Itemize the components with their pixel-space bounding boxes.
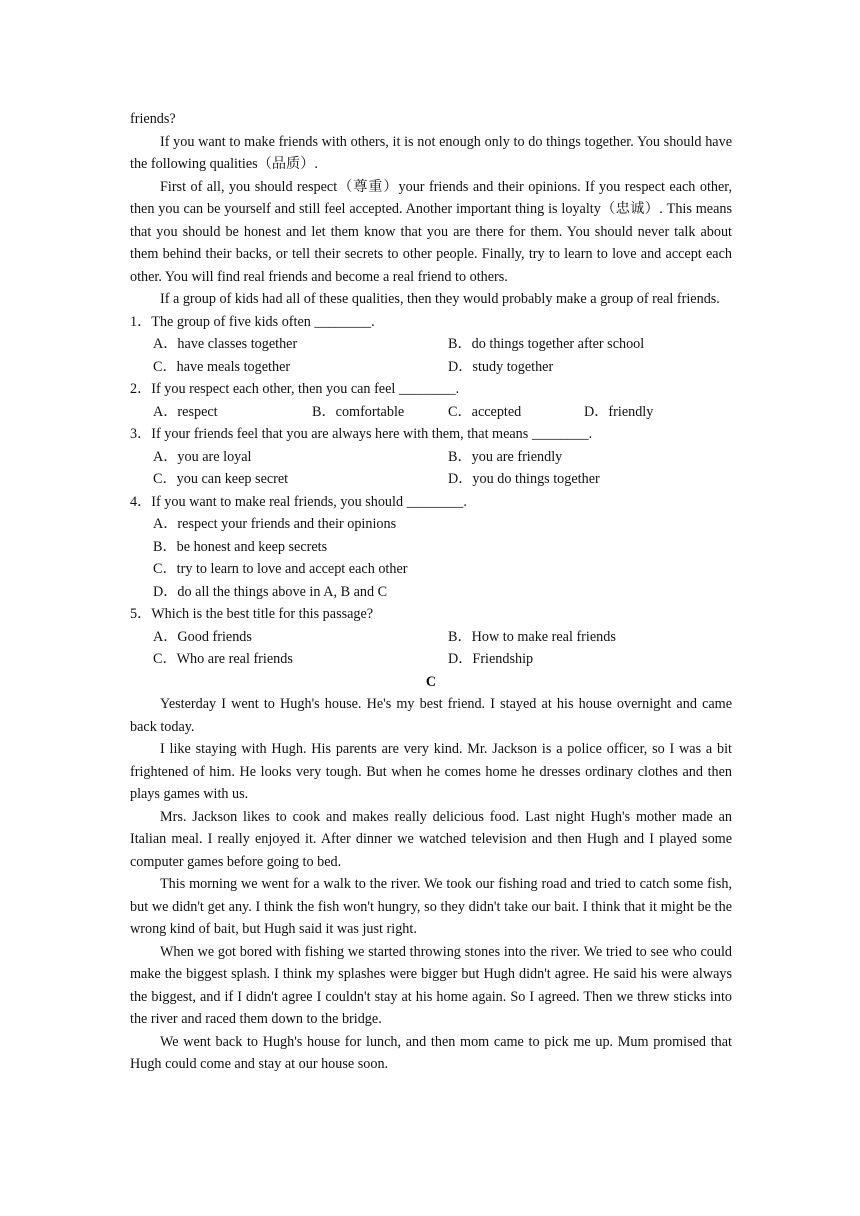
option: A．Good friends [153, 628, 252, 645]
option: B．you are friendly [448, 448, 563, 465]
passage-b-paragraph: If a group of kids had all of these qualities, then they would probably make a group of real friends. [160, 291, 720, 307]
passage-c-paragraph: We went back to Hugh's house for lunch, and then mom came to pick me up. Mum promised that Hugh could come and stay at our house soon. [130, 1033, 732, 1072]
passage-b-paragraph: If you want to make friends with others, it is not enough only to do things together. You should have the following qualities（品质）. [130, 133, 732, 172]
document-content [130, 108, 732, 1076]
option: D．study together [448, 358, 554, 375]
option: B．do things together after school [448, 336, 645, 352]
option: A．respect your friends and their opinions [153, 516, 397, 532]
option: C．you can keep secret [153, 471, 289, 487]
option-row [130, 626, 732, 649]
option-row [130, 333, 732, 356]
option-row [130, 356, 732, 379]
passage-c-heading: C [425, 673, 437, 690]
option-row [130, 446, 732, 469]
passage-c-paragraph: I like staying with Hugh. His parents are very kind. Mr. Jackson is a police officer, so I was a bit frightened of him. He looks very tough. But when he comes home he dresses ordinary clothes and then plays games with us. [130, 741, 732, 802]
option: C．Who are real friends [153, 651, 293, 667]
passage-c-paragraph: Yesterday I went to Hugh's house. He's my best friend. I stayed at his house overnight and came back today. [130, 696, 732, 735]
option: D．you do things together [448, 471, 600, 487]
question-stem: 4．If you want to make real friends, you should ________. [130, 493, 467, 510]
passage-c-paragraph: When we got bored with fishing we started throwing stones into the river. We tried to see who could make the biggest splash. I think my splashes were bigger but Hugh didn't agree. He said his were always the biggest, and if I didn't agree I couldn't stay at his home again. So I agreed. Then we threw sticks into the river and raced them down to the bridge. [130, 943, 732, 1027]
option: A．respect [153, 403, 218, 420]
option-row [130, 401, 732, 424]
option: C．have meals together [153, 358, 291, 375]
option-row [130, 468, 732, 491]
option: B．be honest and keep secrets [153, 538, 328, 555]
option: C．try to learn to love and accept each other [153, 561, 408, 577]
option: D．friendly [584, 403, 654, 420]
option: A．have classes together [153, 336, 298, 352]
option: C．accepted [448, 403, 522, 420]
passage-b-paragraph: First of all, you should respect（尊重）your friends and their opinions. If you respect each other, then you can be yourself and still feel accepted. Another important thing is loyalty（忠诚）. This means that you should be honest and let them know that you are there for them. You should never talk about them behind their backs, or tell their secrets to other people. Finally, try to learn to love and accept each other. You will find real friends and become a real friend to others. [130, 178, 732, 285]
option: B．How to make real friends [448, 628, 616, 645]
option: D．do all the things above in A, B and C [153, 583, 388, 600]
question-stem: 1．The group of five kids often ________. [130, 313, 375, 330]
passage-c-paragraph: Mrs. Jackson likes to cook and makes really delicious food. Last night Hugh's mother made an Italian meal. I really enjoyed it. After dinner we watched television and then Hugh and I played some computer games before going to bed. [130, 808, 732, 870]
question-stem: 5．Which is the best title for this passage? [130, 606, 374, 622]
question-stem: 3．If your friends feel that you are always here with them, that means ________. [130, 426, 593, 442]
option: A．you are loyal [153, 448, 252, 465]
option: D．Friendship [448, 651, 534, 667]
question-stem: 2．If you respect each other, then you can feel ________. [130, 381, 460, 397]
passage-c-paragraph: This morning we went for a walk to the river. We took our fishing road and tried to catch some fish, but we didn't get any. I think the fish won't hungry, so they didn't take our bait. I think that it might be the wrong kind of bait, but Hugh said it was just right. [130, 876, 732, 937]
option-row [130, 648, 732, 671]
passage-b-lead: friends? [130, 111, 176, 127]
option: B．comfortable [312, 403, 405, 420]
